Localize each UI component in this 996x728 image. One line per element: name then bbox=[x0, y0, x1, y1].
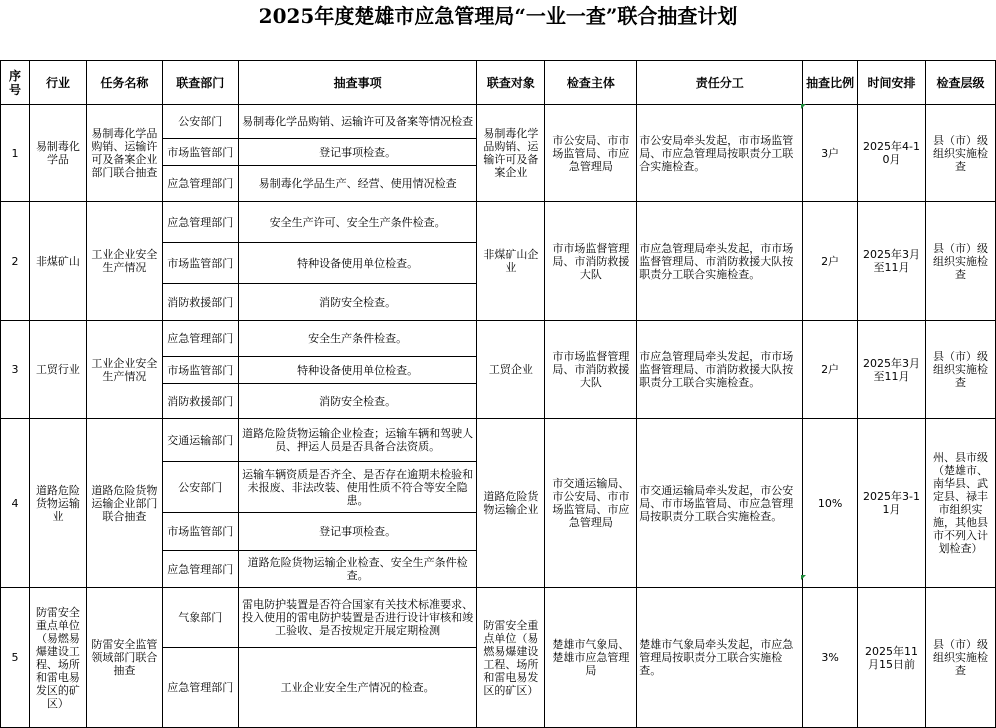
department-cell: 气象部门 bbox=[162, 588, 238, 648]
responsibility-cell: 市应急管理局牵头发起，市市场监督管理局、市消防救援大队按职责分工联合实施检查。 bbox=[637, 202, 803, 321]
responsibility-cell: 楚雄市气象局牵头发起，市应急管理局按职责分工联合实施检查。 bbox=[637, 588, 803, 728]
schedule-cell: 2025年11月15日前 bbox=[858, 588, 926, 728]
level-cell: 县（市）级组织实施检查 bbox=[925, 321, 995, 419]
department-cell: 市场监管部门 bbox=[162, 357, 238, 384]
department-cell: 应急管理部门 bbox=[162, 648, 238, 728]
industry-cell: 工贸行业 bbox=[29, 321, 86, 419]
target-cell: 防雷安全重点单位（易燃易爆建设工程、场所和雷电易发区的矿区） bbox=[477, 588, 545, 728]
inspection-item-cell: 特种设备使用单位检查。 bbox=[238, 243, 477, 284]
page-title: 2025年度楚雄市应急管理局“一业一查”联合抽查计划 bbox=[258, 4, 738, 28]
target-cell: 工贸企业 bbox=[477, 321, 545, 419]
department-cell: 消防救援部门 bbox=[162, 284, 238, 321]
header-cell: 责任分工 bbox=[637, 61, 803, 105]
responsibility-cell: 市公安局牵头发起，市市场监管局、市应急管理局按职责分工联合实施检查。 bbox=[637, 105, 803, 202]
task-name-cell: 工业企业安全生产情况 bbox=[86, 202, 162, 321]
department-cell: 应急管理部门 bbox=[162, 166, 238, 202]
level-cell: 县（市）级组织实施检查 bbox=[925, 105, 995, 202]
inspection-item-cell: 消防安全检查。 bbox=[238, 284, 477, 321]
inspection-subject-cell: 市公安局、市市场监管局、市应急管理局 bbox=[545, 105, 637, 202]
responsibility-cell: 市交通运输局牵头发起，市公安局、市市场监管局、市应急管理局按职责分工联合实施检查。 bbox=[637, 419, 803, 588]
inspection-item-cell: 雷电防护装置是否符合国家有关技术标准要求、投入使用的雷电防护装置是否进行设计审核和竣工验收、是否按规定开展定期检测 bbox=[238, 588, 477, 648]
header-cell: 序号 bbox=[1, 61, 30, 105]
table-row bbox=[1, 588, 996, 648]
inspection-item-cell: 登记事项检查。 bbox=[238, 513, 477, 551]
inspection-item-cell: 安全生产条件检查。 bbox=[238, 321, 477, 357]
table-row bbox=[1, 105, 996, 139]
inspection-item-cell: 工业企业安全生产情况的检查。 bbox=[238, 648, 477, 728]
ratio-cell: 10% bbox=[803, 419, 858, 588]
inspection-item-cell: 安全生产许可、安全生产条件检查。 bbox=[238, 202, 477, 243]
target-cell: 道路危险货物运输企业 bbox=[477, 419, 545, 588]
department-cell: 应急管理部门 bbox=[162, 551, 238, 588]
table-row bbox=[1, 202, 996, 243]
header-cell: 抽查事项 bbox=[238, 61, 477, 105]
schedule-cell: 2025年3月至11月 bbox=[858, 321, 926, 419]
ratio-cell: 3% bbox=[803, 588, 858, 728]
department-cell: 应急管理部门 bbox=[162, 202, 238, 243]
row-number-cell: 1 bbox=[1, 105, 30, 202]
row-number-cell: 5 bbox=[1, 588, 30, 728]
industry-cell: 非煤矿山 bbox=[29, 202, 86, 321]
department-cell: 公安部门 bbox=[162, 462, 238, 513]
target-cell: 易制毒化学品购销、运输许可及备案企业 bbox=[477, 105, 545, 202]
inspection-item-cell: 特种设备使用单位检查。 bbox=[238, 357, 477, 384]
inspection-item-cell: 登记事项检查。 bbox=[238, 139, 477, 166]
inspection-item-cell: 运输车辆资质是否齐全、是否存在逾期未检验和未报废、非法改装、使用性质不符合等安全隐患。 bbox=[238, 462, 477, 513]
cell-comment-marker bbox=[801, 575, 806, 580]
inspection-subject-cell: 楚雄市气象局、楚雄市应急管理局 bbox=[545, 588, 637, 728]
inspection-item-cell: 道路危险货物运输企业检查；运输车辆和驾驶人员、押运人员是否具备合法资质。 bbox=[238, 419, 477, 462]
table-body bbox=[1, 105, 996, 728]
header-row bbox=[1, 61, 996, 105]
department-cell: 市场监管部门 bbox=[162, 243, 238, 284]
industry-cell: 易制毒化学品 bbox=[29, 105, 86, 202]
department-cell: 应急管理部门 bbox=[162, 321, 238, 357]
department-cell: 市场监管部门 bbox=[162, 139, 238, 166]
industry-cell: 防雷安全重点单位（易燃易爆建设工程、场所和雷电易发区的矿区） bbox=[29, 588, 86, 728]
header-cell: 抽查比例 bbox=[803, 61, 858, 105]
inspection-subject-cell: 市交通运输局、市公安局、市市场监管局、市应急管理局 bbox=[545, 419, 637, 588]
department-cell: 市场监管部门 bbox=[162, 513, 238, 551]
header-cell: 联查对象 bbox=[477, 61, 545, 105]
table-row bbox=[1, 419, 996, 462]
row-number-cell: 4 bbox=[1, 419, 30, 588]
inspection-item-cell: 易制毒化学品生产、经营、使用情况检查 bbox=[238, 166, 477, 202]
inspection-item-cell: 道路危险货物运输企业检查、安全生产条件检查。 bbox=[238, 551, 477, 588]
task-name-cell: 易制毒化学品购销、运输许可及备案企业部门联合抽查 bbox=[86, 105, 162, 202]
industry-cell: 道路危险货物运输业 bbox=[29, 419, 86, 588]
inspection-subject-cell: 市市场监督管理局、市消防救援大队 bbox=[545, 321, 637, 419]
schedule-cell: 2025年3月至11月 bbox=[858, 202, 926, 321]
row-number-cell: 3 bbox=[1, 321, 30, 419]
header-cell: 时间安排 bbox=[858, 61, 926, 105]
inspection-item-cell: 消防安全检查。 bbox=[238, 384, 477, 419]
cell-comment-marker bbox=[801, 104, 806, 109]
level-cell: 县（市）级组织实施检查 bbox=[925, 588, 995, 728]
header-cell: 检查主体 bbox=[545, 61, 637, 105]
ratio-cell: 2户 bbox=[803, 202, 858, 321]
schedule-cell: 2025年3-11月 bbox=[858, 419, 926, 588]
row-number-cell: 2 bbox=[1, 202, 30, 321]
level-cell: 州、县市级（楚雄市、南华县、武定县、禄丰市组织实施，其他县市不列入计划检查） bbox=[925, 419, 995, 588]
schedule-cell: 2025年4-10月 bbox=[858, 105, 926, 202]
ratio-cell: 2户 bbox=[803, 321, 858, 419]
header-cell: 检查层级 bbox=[925, 61, 995, 105]
inspection-plan-table bbox=[0, 60, 996, 728]
table-row bbox=[1, 321, 996, 357]
header-cell: 任务名称 bbox=[86, 61, 162, 105]
target-cell: 非煤矿山企业 bbox=[477, 202, 545, 321]
department-cell: 公安部门 bbox=[162, 105, 238, 139]
department-cell: 交通运输部门 bbox=[162, 419, 238, 462]
header-cell: 联查部门 bbox=[162, 61, 238, 105]
ratio-cell: 3户 bbox=[803, 105, 858, 202]
level-cell: 县（市）级组织实施检查 bbox=[925, 202, 995, 321]
responsibility-cell: 市应急管理局牵头发起，市市场监督管理局、市消防救援大队按职责分工联合实施检查。 bbox=[637, 321, 803, 419]
header-cell: 行业 bbox=[29, 61, 86, 105]
task-name-cell: 防雷安全监管领域部门联合抽查 bbox=[86, 588, 162, 728]
task-name-cell: 道路危险货物运输企业部门联合抽查 bbox=[86, 419, 162, 588]
inspection-subject-cell: 市市场监督管理局、市消防救援大队 bbox=[545, 202, 637, 321]
task-name-cell: 工业企业安全生产情况 bbox=[86, 321, 162, 419]
department-cell: 消防救援部门 bbox=[162, 384, 238, 419]
inspection-item-cell: 易制毒化学品购销、运输许可及备案等情况检查 bbox=[238, 105, 477, 139]
